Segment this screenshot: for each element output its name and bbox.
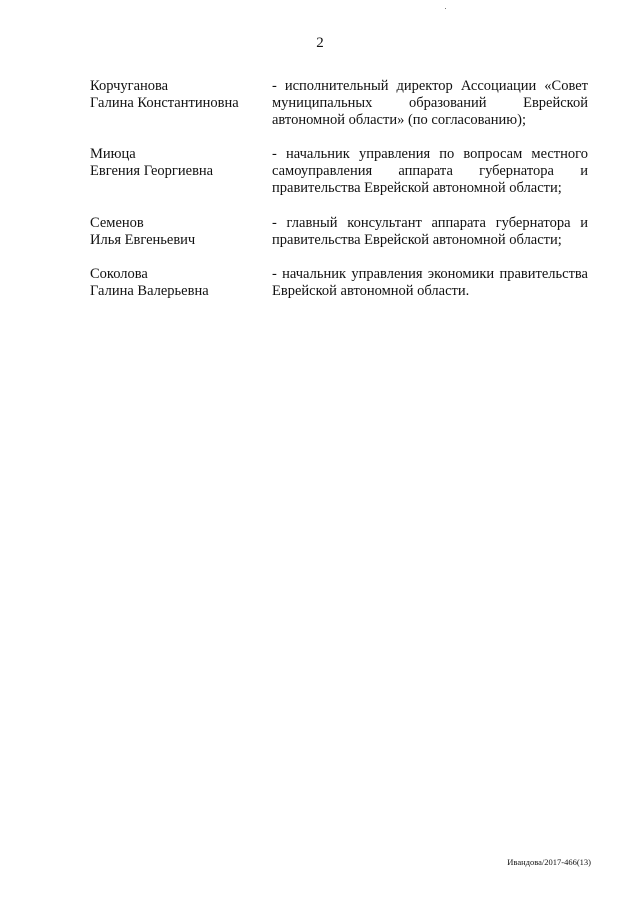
page-number: 2	[316, 35, 324, 51]
member-entry	[90, 78, 590, 130]
member-role: - начальник управления по вопросам местного самоуправления аппарата губернатора и правительства Еврейской автономной области;	[272, 146, 588, 196]
member-entry	[90, 266, 590, 302]
member-given-names: Галина Константиновна	[90, 95, 239, 111]
member-given-names: Евгения Георгиевна	[90, 163, 214, 179]
member-given-names: Галина Валерьевна	[90, 283, 209, 299]
member-name	[90, 146, 265, 180]
member-role: - исполнительный директор Ассоциации «Совет муниципальных образований Еврейской автономной области» (по согласованию);	[272, 78, 588, 128]
document-footer-code: Ивандова/2017-466(13)	[507, 857, 591, 867]
member-entry	[90, 215, 590, 251]
member-role: - главный консультант аппарата губернатора и правительства Еврейской автономной области;	[272, 215, 588, 248]
member-name	[90, 78, 265, 112]
member-name	[90, 266, 265, 300]
member-surname: Миюца	[90, 146, 136, 162]
member-given-names: Илья Евгеньевич	[90, 232, 196, 248]
member-surname: Корчуганова	[90, 78, 169, 94]
member-surname: Семенов	[90, 215, 144, 231]
member-name	[90, 215, 265, 249]
scan-speck	[445, 8, 446, 9]
member-role: - начальник управления экономики правительства Еврейской автономной области.	[272, 266, 588, 299]
member-entry	[90, 146, 590, 198]
member-surname: Соколова	[90, 266, 148, 282]
